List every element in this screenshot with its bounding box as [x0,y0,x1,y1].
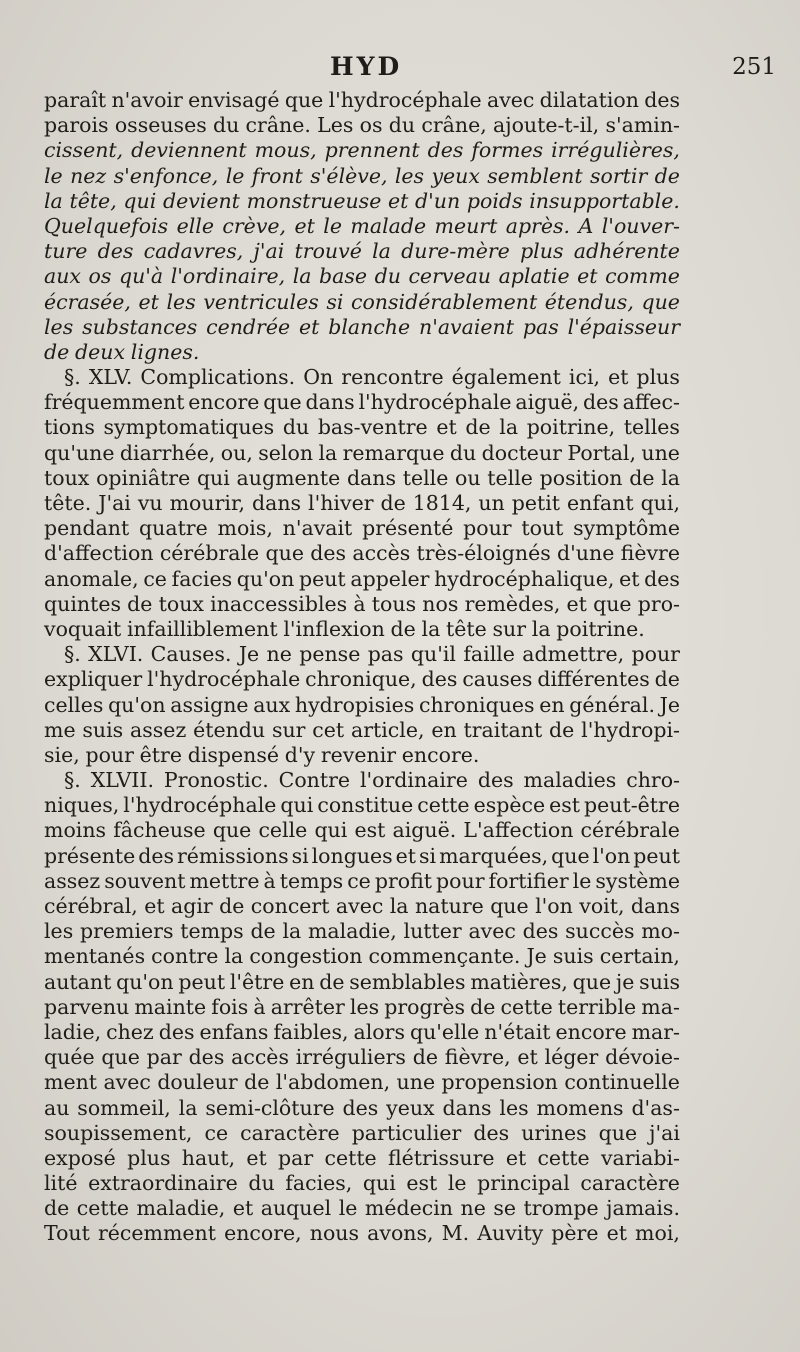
text-line: les substances cendrée et blanche n'avaient pas l'épaisseur [44,314,680,339]
text-line: écrasée, et les ventricules si considérablement étendus, que [44,289,680,314]
text-line: assez souvent mettre à temps ce profit pour fortifier le système [44,868,680,893]
text-line: cérébral, et agir de concert avec la nature que l'on voit, dans [44,894,680,918]
text-line: mentanés contre la congestion commençante. Je suis certain, [44,944,680,969]
text-line: paraît n'avoir envisagé que l'hydrocéphale avec dilatation des [44,88,680,112]
text-line: §. XLVII. Pronostic. Contre l'ordinaire des maladies chro- [64,768,680,793]
text-line: quée que par des accès irréguliers de fièvre, et léger dévoie- [44,1045,680,1070]
text-line: de deux lignes. [44,339,200,364]
text-line: toux opiniâtre qui augmente dans telle ou telle position de la [44,465,680,490]
page-number: 251 [732,54,776,80]
text-line: qu'une diarrhée, ou, selon la remarque du docteur Portal, une [44,440,680,465]
text-line: d'affection cérébrale que des accès très-éloignés d'une fièvre [44,541,680,566]
text-line: de cette maladie, et auquel le médecin ne se trompe jamais. [44,1196,680,1221]
text-line: cissent, deviennent mous, prennent des formes irrégulières, [44,138,680,163]
text-line: §. XLV. Complications. On rencontre également ici, et plus [64,365,680,390]
text-line: niques, l'hydrocéphale qui constitue cette espèce est peut-être [44,793,680,818]
text-line: anomale, ce facies qu'on peut appeler hydrocéphalique, et des [44,566,680,591]
text-line: parois osseuses du crâne. Les os du crâne, ajoute-t-il, s'amin- [44,113,680,138]
text-line: lité extraordinaire du facies, qui est le principal caractère [44,1171,680,1196]
text-line: la tête, qui devient monstrueuse et d'un poids insupportable. [44,188,680,213]
text-line: fréquemment encore que dans l'hydrocéphale aiguë, des affec- [44,390,680,415]
text-line: les premiers temps de la maladie, lutter avec des succès mo- [44,919,680,944]
text-line: autant qu'on peut l'être en de semblables matières, que je suis [44,969,680,994]
text-line: tête. J'ai vu mourir, dans l'hiver de 1814, un petit enfant qui, [44,491,680,515]
text-line: Quelquefois elle crève, et le malade meurt après. A l'ouver- [44,213,680,238]
text-line: moins fâcheuse que celle qui est aiguë. L'affection cérébrale [44,818,680,843]
page-header [0,52,800,88]
text-line: tions symptomatiques du bas-ventre et de la poitrine, telles [44,415,680,440]
text-line: sie, pour être dispensé d'y revenir encore. [44,742,480,767]
text-line: me suis assez étendu sur cet article, en traitant de l'hydropi- [44,717,680,742]
text-line: ladie, chez des enfans faibles, alors qu'elle n'était encore mar- [44,1019,680,1044]
text-line: parvenu mainte fois à arrêter les progrès de cette terrible ma- [44,994,680,1019]
text-line: ment avec douleur de l'abdomen, une propension continuelle [44,1070,680,1095]
text-line: Tout récemment encore, nous avons, M. Auvity père et moi, [44,1221,680,1246]
text-line: exposé plus haut, et par cette flétrissure et cette variabi- [44,1145,680,1170]
page-body-text [44,88,680,1247]
text-line: le nez s'enfonce, le front s'élève, les yeux semblent sortir de [44,163,680,188]
text-line: quintes de toux inaccessibles à tous nos remèdes, et que pro- [44,591,680,616]
text-line: §. XLVI. Causes. Je ne pense pas qu'il faille admettre, pour [64,642,680,667]
text-line: expliquer l'hydrocéphale chronique, des causes différentes de [44,667,680,692]
text-line: au sommeil, la semi-clôture des yeux dans les momens d'as- [44,1095,680,1120]
text-line: pendant quatre mois, n'avait présenté pour tout symptôme [44,516,680,541]
text-line: voquait infailliblement l'inflexion de la tête sur la poitrine. [44,616,645,641]
text-line: ture des cadavres, j'ai trouvé la dure-mère plus adhérente [44,239,680,264]
text-line: celles qu'on assigne aux hydropisies chroniques en général. Je [44,692,680,717]
running-head: HYD [330,52,403,81]
text-line: présente des rémissions si longues et si marquées, que l'on peut [44,843,680,868]
text-line: aux os qu'à l'ordinaire, la base du cerveau aplatie et comme [44,264,680,289]
text-line: soupissement, ce caractère particulier des urines que j'ai [44,1120,680,1145]
